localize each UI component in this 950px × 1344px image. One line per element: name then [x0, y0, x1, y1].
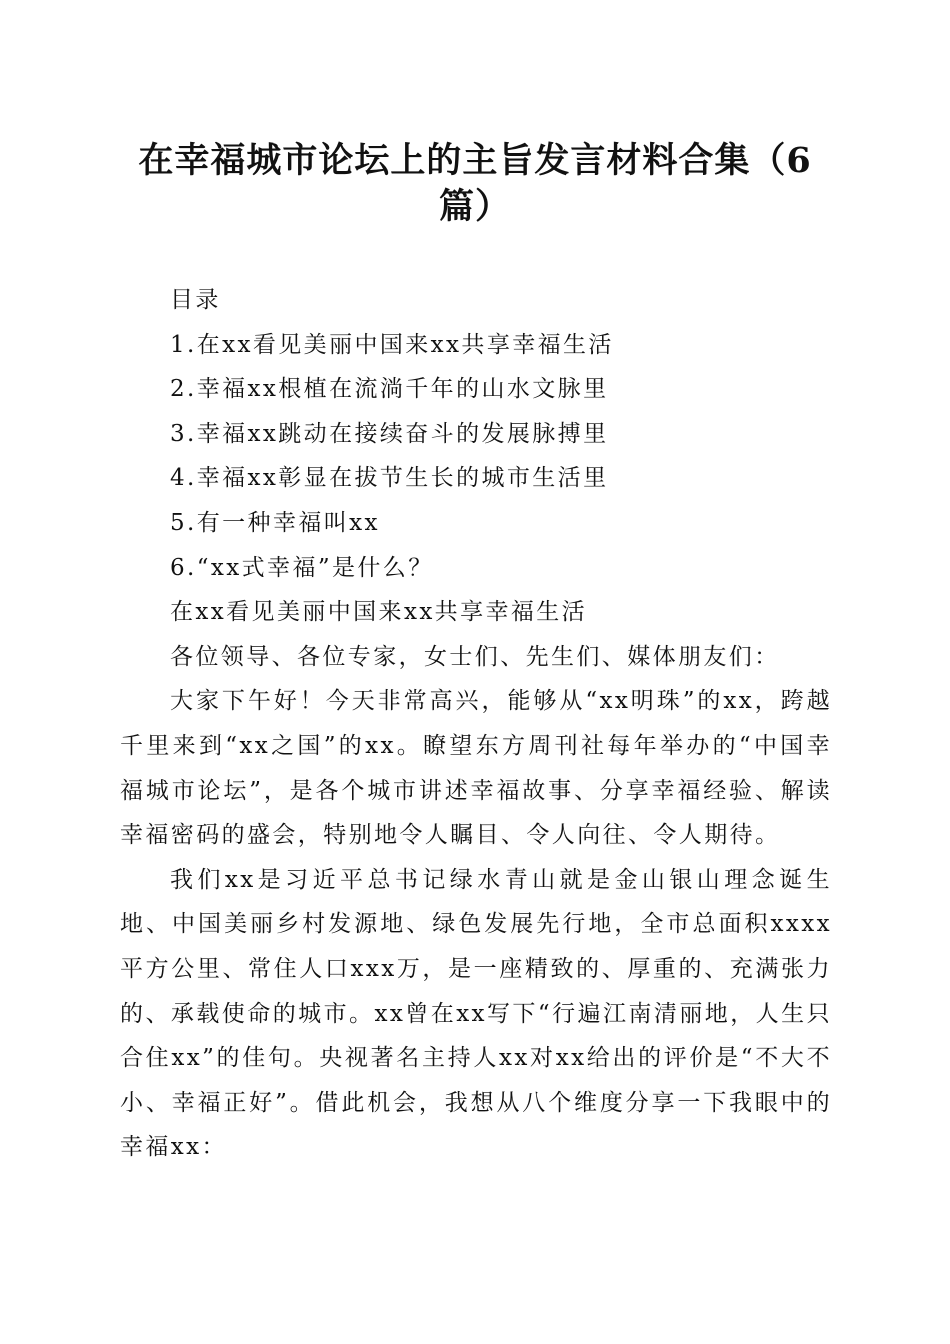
paragraph-1: 大家下午好！今天非常高兴，能够从“xx明珠”的xx，跨越千里来到“xx之国”的xx。瞭望东方周刊社每年举办的“中国幸福城市论坛”，是各个城市讲述幸福故事、分享幸福经验、解读幸福密码的盛会，特别地令人瞩目、令人向往、令人期待。 — [120, 688, 832, 849]
greeting: 各位领导、各位专家，女士们、先生们、媒体朋友们： — [170, 643, 780, 670]
toc-heading: 目录 — [170, 287, 221, 313]
toc-item-5: 5.有一种幸福叫xx — [170, 509, 380, 536]
toc-item-3: 3.幸福xx跳动在接续奋斗的发展脉搏里 — [170, 420, 609, 447]
title-line-2: 篇） — [438, 186, 511, 227]
toc-item-1: 1.在xx看见美丽中国来xx共享幸福生活 — [170, 331, 614, 358]
toc-item-6: 6.“xx式幸福”是什么？ — [170, 554, 434, 581]
toc-item-2: 2.幸福xx根植在流淌千年的山水文脉里 — [170, 376, 609, 403]
document-body — [120, 278, 832, 1170]
paragraph-2: 我们xx是习近平总书记绿水青山就是金山银山理念诞生地、中国美丽乡村发源地、绿色发展先行地，全市总面积xxxx平方公里、常住人口xxx万，是一座精致的、厚重的、充满张力的、承载使命的城市。xx曾在xx写下“行遍江南清丽地，人生只合住xx”的佳句。央视著名主持人xx对xx给出的评价是“不大不小、幸福正好”。借此机会，我想从八个维度分享一下我眼中的幸福xx： — [120, 866, 832, 1161]
section-title: 在xx看见美丽中国来xx共享幸福生活 — [170, 599, 588, 626]
toc-item-4: 4.幸福xx彰显在拔节生长的城市生活里 — [170, 465, 609, 492]
document-title — [120, 138, 830, 230]
title-line-1: 在幸福城市论坛上的主旨发言材料合集（6 — [138, 140, 812, 181]
